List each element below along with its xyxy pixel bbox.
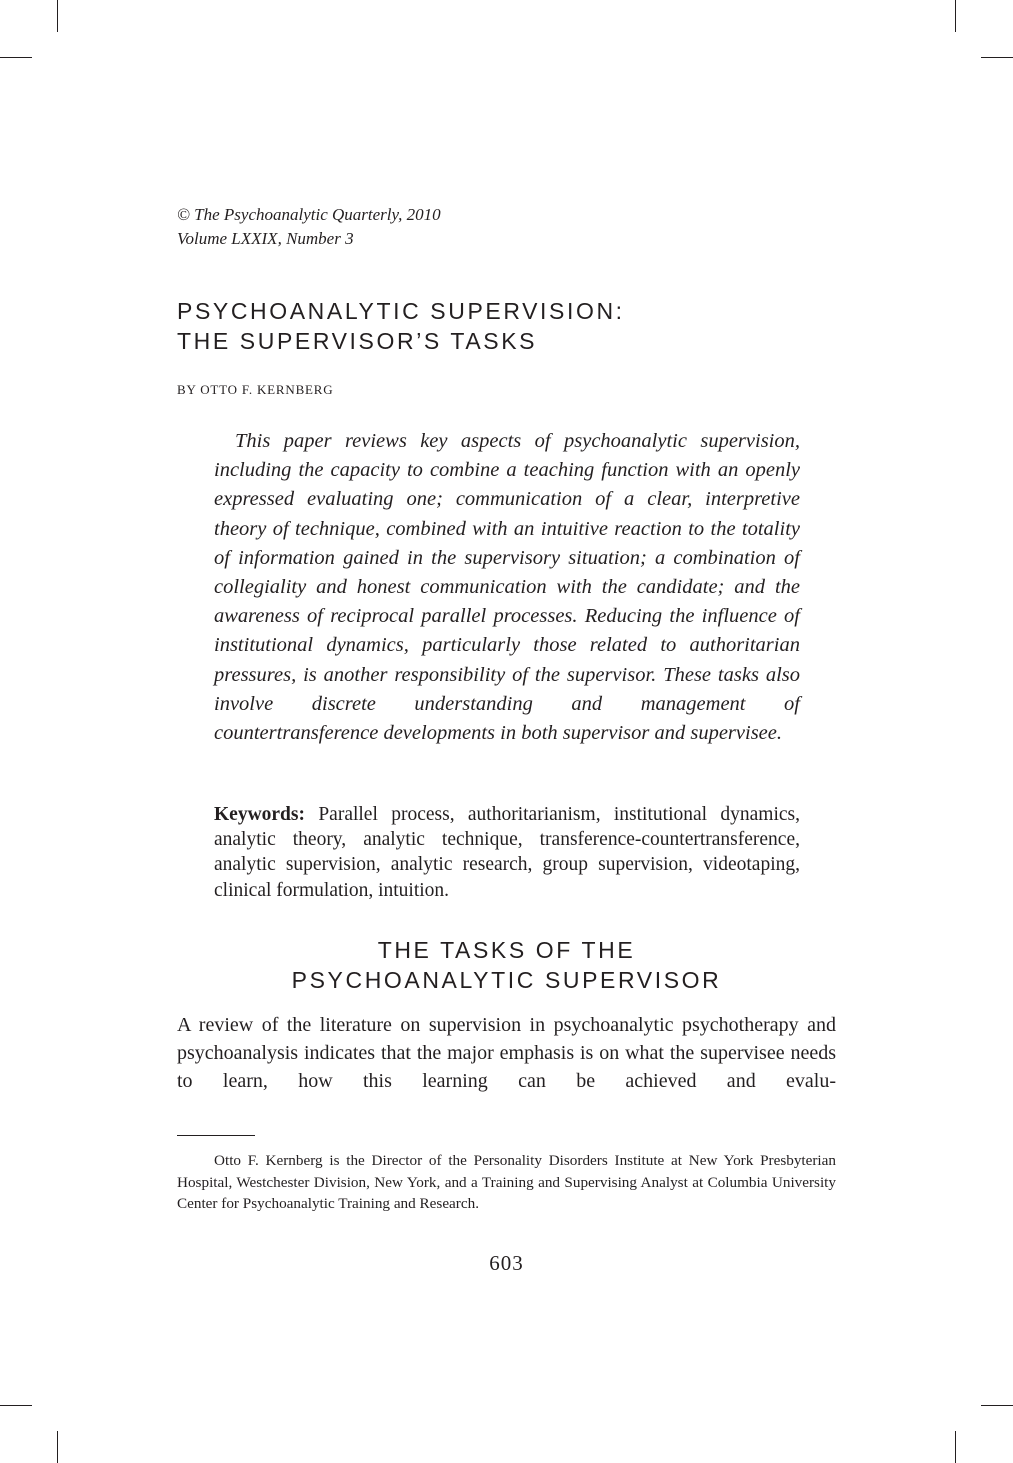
section-heading: [177, 935, 836, 995]
article-title: [177, 296, 625, 356]
crop-mark-bottom-left-vertical: [57, 1431, 58, 1463]
journal-header: [177, 203, 441, 251]
journal-copyright: © The Psychoanalytic Quarterly, 2010: [177, 205, 441, 224]
crop-mark-bottom-left-horizontal: [0, 1405, 32, 1406]
journal-volume: Volume LXXIX, Number 3: [177, 229, 354, 248]
keywords: [214, 802, 800, 903]
section-heading-line-2: PSYCHOANALYTIC SUPERVISOR: [291, 967, 722, 993]
article-title-line-2: THE SUPERVISOR’S TASKS: [177, 328, 538, 354]
section-heading-line-1: THE TASKS OF THE: [377, 937, 636, 963]
crop-mark-bottom-right-vertical: [955, 1431, 956, 1463]
page-number: 603: [489, 1251, 524, 1275]
body-paragraph: A review of the literature on supervision in psychoanalytic psychotherapy and psychoanalysis indicates that the major emphasis is on what the supervisee needs to learn, how this learning can be achieved and evalu-: [177, 1014, 836, 1092]
crop-mark-top-left-horizontal: [0, 57, 32, 58]
keywords-label: Keywords:: [214, 804, 305, 825]
crop-mark-top-right-horizontal: [981, 57, 1013, 58]
article-title-line-1: PSYCHOANALYTIC SUPERVISION:: [177, 298, 625, 324]
crop-mark-top-left-vertical: [57, 0, 58, 32]
footnote-rule: [177, 1135, 255, 1136]
crop-mark-bottom-right-horizontal: [981, 1405, 1013, 1406]
crop-mark-top-right-vertical: [955, 0, 956, 32]
abstract: This paper reviews key aspects of psychoanalytic supervision, including the capacity to combine a teaching function with an openly expressed evaluating one; communication of a clear, interpretive theory of technique, combined with an intuitive reaction to the totality of information gained in the supervisory situation; a combination of collegiality and honest communication with the candidate; and the awareness of reciprocal parallel processes. Reducing the influence of institutional dynamics, particularly those related to authoritarian pressures, is another responsibility of the supervisor. These tasks also involve discrete understanding and management of countertransference developments in both supervisor and supervisee.: [214, 430, 800, 745]
author-byline: BY OTTO F. KERNBERG: [177, 382, 334, 397]
keywords-list: Parallel process, authoritarianism, institutional dynamics, analytic theory, analytic technique, transference-countertransference, analytic supervision, analytic research, group supervision, videotaping, clinical formulation, intuition.: [214, 804, 800, 901]
author-footnote: Otto F. Kernberg is the Director of the Personality Disorders Institute at New York Presbyterian Hospital, Westchester Division, New York, and a Training and Supervising Analyst at Columbia University Center for Psychoanalytic Training and Research.: [177, 1152, 836, 1212]
